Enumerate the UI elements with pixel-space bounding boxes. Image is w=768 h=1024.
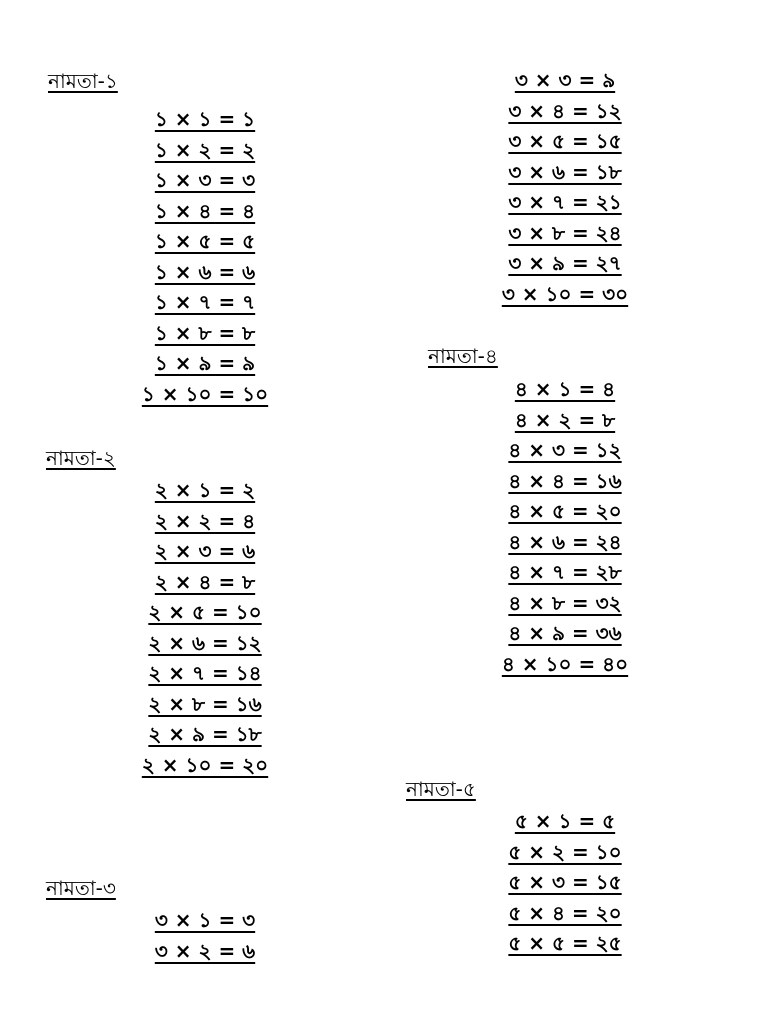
table-row: ১ × ১০ = ১০: [141, 381, 269, 406]
table-5: [480, 806, 650, 959]
table-1: [120, 104, 290, 409]
table-row: ৩ × ১ = ৩: [154, 908, 256, 932]
table-row: ৩ × ২ = ৬: [154, 938, 256, 963]
table-row: ১ × ৬ = ৬: [154, 259, 256, 284]
table-row: ১ × ৫ = ৫: [154, 229, 256, 253]
table-row: ১ × ১ = ১: [154, 107, 256, 131]
table-3-heading: নামতা-৩: [46, 876, 116, 900]
table-row: ১ × ৭ = ৭: [154, 290, 256, 314]
table-row: ৪ × ৩ = ১২: [508, 438, 622, 462]
table-row: ৫ × ৫ = ২৫: [508, 931, 622, 955]
table-row: ৪ × ২ = ৮: [514, 407, 616, 432]
table-row: ৩ × ৯ = ২৭: [508, 251, 622, 275]
table-5-heading: নামতা-৫: [406, 777, 476, 801]
table-row: ২ × ৯ = ১৮: [148, 722, 262, 746]
table-row: ৩ × ৪ = ১২: [508, 98, 622, 123]
table-2: [120, 475, 290, 780]
table-row: ৪ × ৫ = ২০: [508, 499, 622, 523]
table-row: ২ × ১০ = ২০: [141, 752, 269, 777]
table-row: ২ × ৮ = ১৬: [148, 691, 262, 716]
table-row: ২ × ৪ = ৮: [154, 569, 256, 594]
table-row: ২ × ৬ = ১২: [148, 630, 262, 655]
table-row: ৪ × ৬ = ২৪: [508, 529, 622, 554]
table-row: ৪ × ৯ = ৩৬: [508, 621, 622, 645]
table-row: ৩ × ৬ = ১৮: [508, 159, 622, 184]
table-3-part-1: [120, 905, 290, 966]
table-row: ১ × ৯ = ৯: [154, 351, 256, 375]
table-1-heading: নামতা-১: [48, 69, 118, 93]
table-row: ৫ × ২ = ১০: [508, 839, 622, 864]
table-row: ৪ × ১০ = ৪০: [501, 651, 629, 676]
table-row: ১ × ২ = ২: [154, 137, 256, 162]
table-row: ৪ × ৪ = ১৬: [508, 468, 622, 493]
table-row: ৩ × ৭ = ২১: [508, 190, 622, 214]
table-row: ৩ × ৫ = ১৫: [508, 129, 622, 153]
table-row: ২ × ৫ = ১০: [148, 600, 262, 624]
table-row: ৫ × ১ = ৫: [514, 809, 616, 833]
table-row: ৩ × ১০ = ৩০: [501, 281, 629, 306]
table-row: ২ × ২ = ৪: [154, 508, 256, 533]
table-row: ৩ × ৮ = ২৪: [508, 220, 622, 245]
table-row: ৫ × ৩ = ১৫: [508, 870, 622, 894]
table-row: ৪ × ১ = ৪: [514, 377, 616, 401]
table-4: [480, 374, 650, 679]
table-row: ২ × ১ = ২: [154, 478, 256, 502]
table-row: ১ × ৮ = ৮: [154, 320, 256, 345]
table-4-heading: নামতা-৪: [428, 344, 498, 368]
table-2-heading: নামতা-২: [46, 446, 116, 470]
table-row: ৩ × ৩ = ৯: [514, 68, 616, 92]
table-row: ২ × ৩ = ৬: [154, 539, 256, 563]
table-row: ৪ × ৮ = ৩২: [508, 590, 622, 615]
table-row: ২ × ৭ = ১৪: [148, 661, 262, 685]
table-row: ৪ × ৭ = ২৮: [508, 560, 622, 584]
table-3-part-2: [480, 65, 650, 309]
table-row: ৫ × ৪ = ২০: [508, 900, 622, 925]
table-row: ১ × ৩ = ৩: [154, 168, 256, 192]
table-row: ১ × ৪ = ৪: [154, 198, 256, 223]
